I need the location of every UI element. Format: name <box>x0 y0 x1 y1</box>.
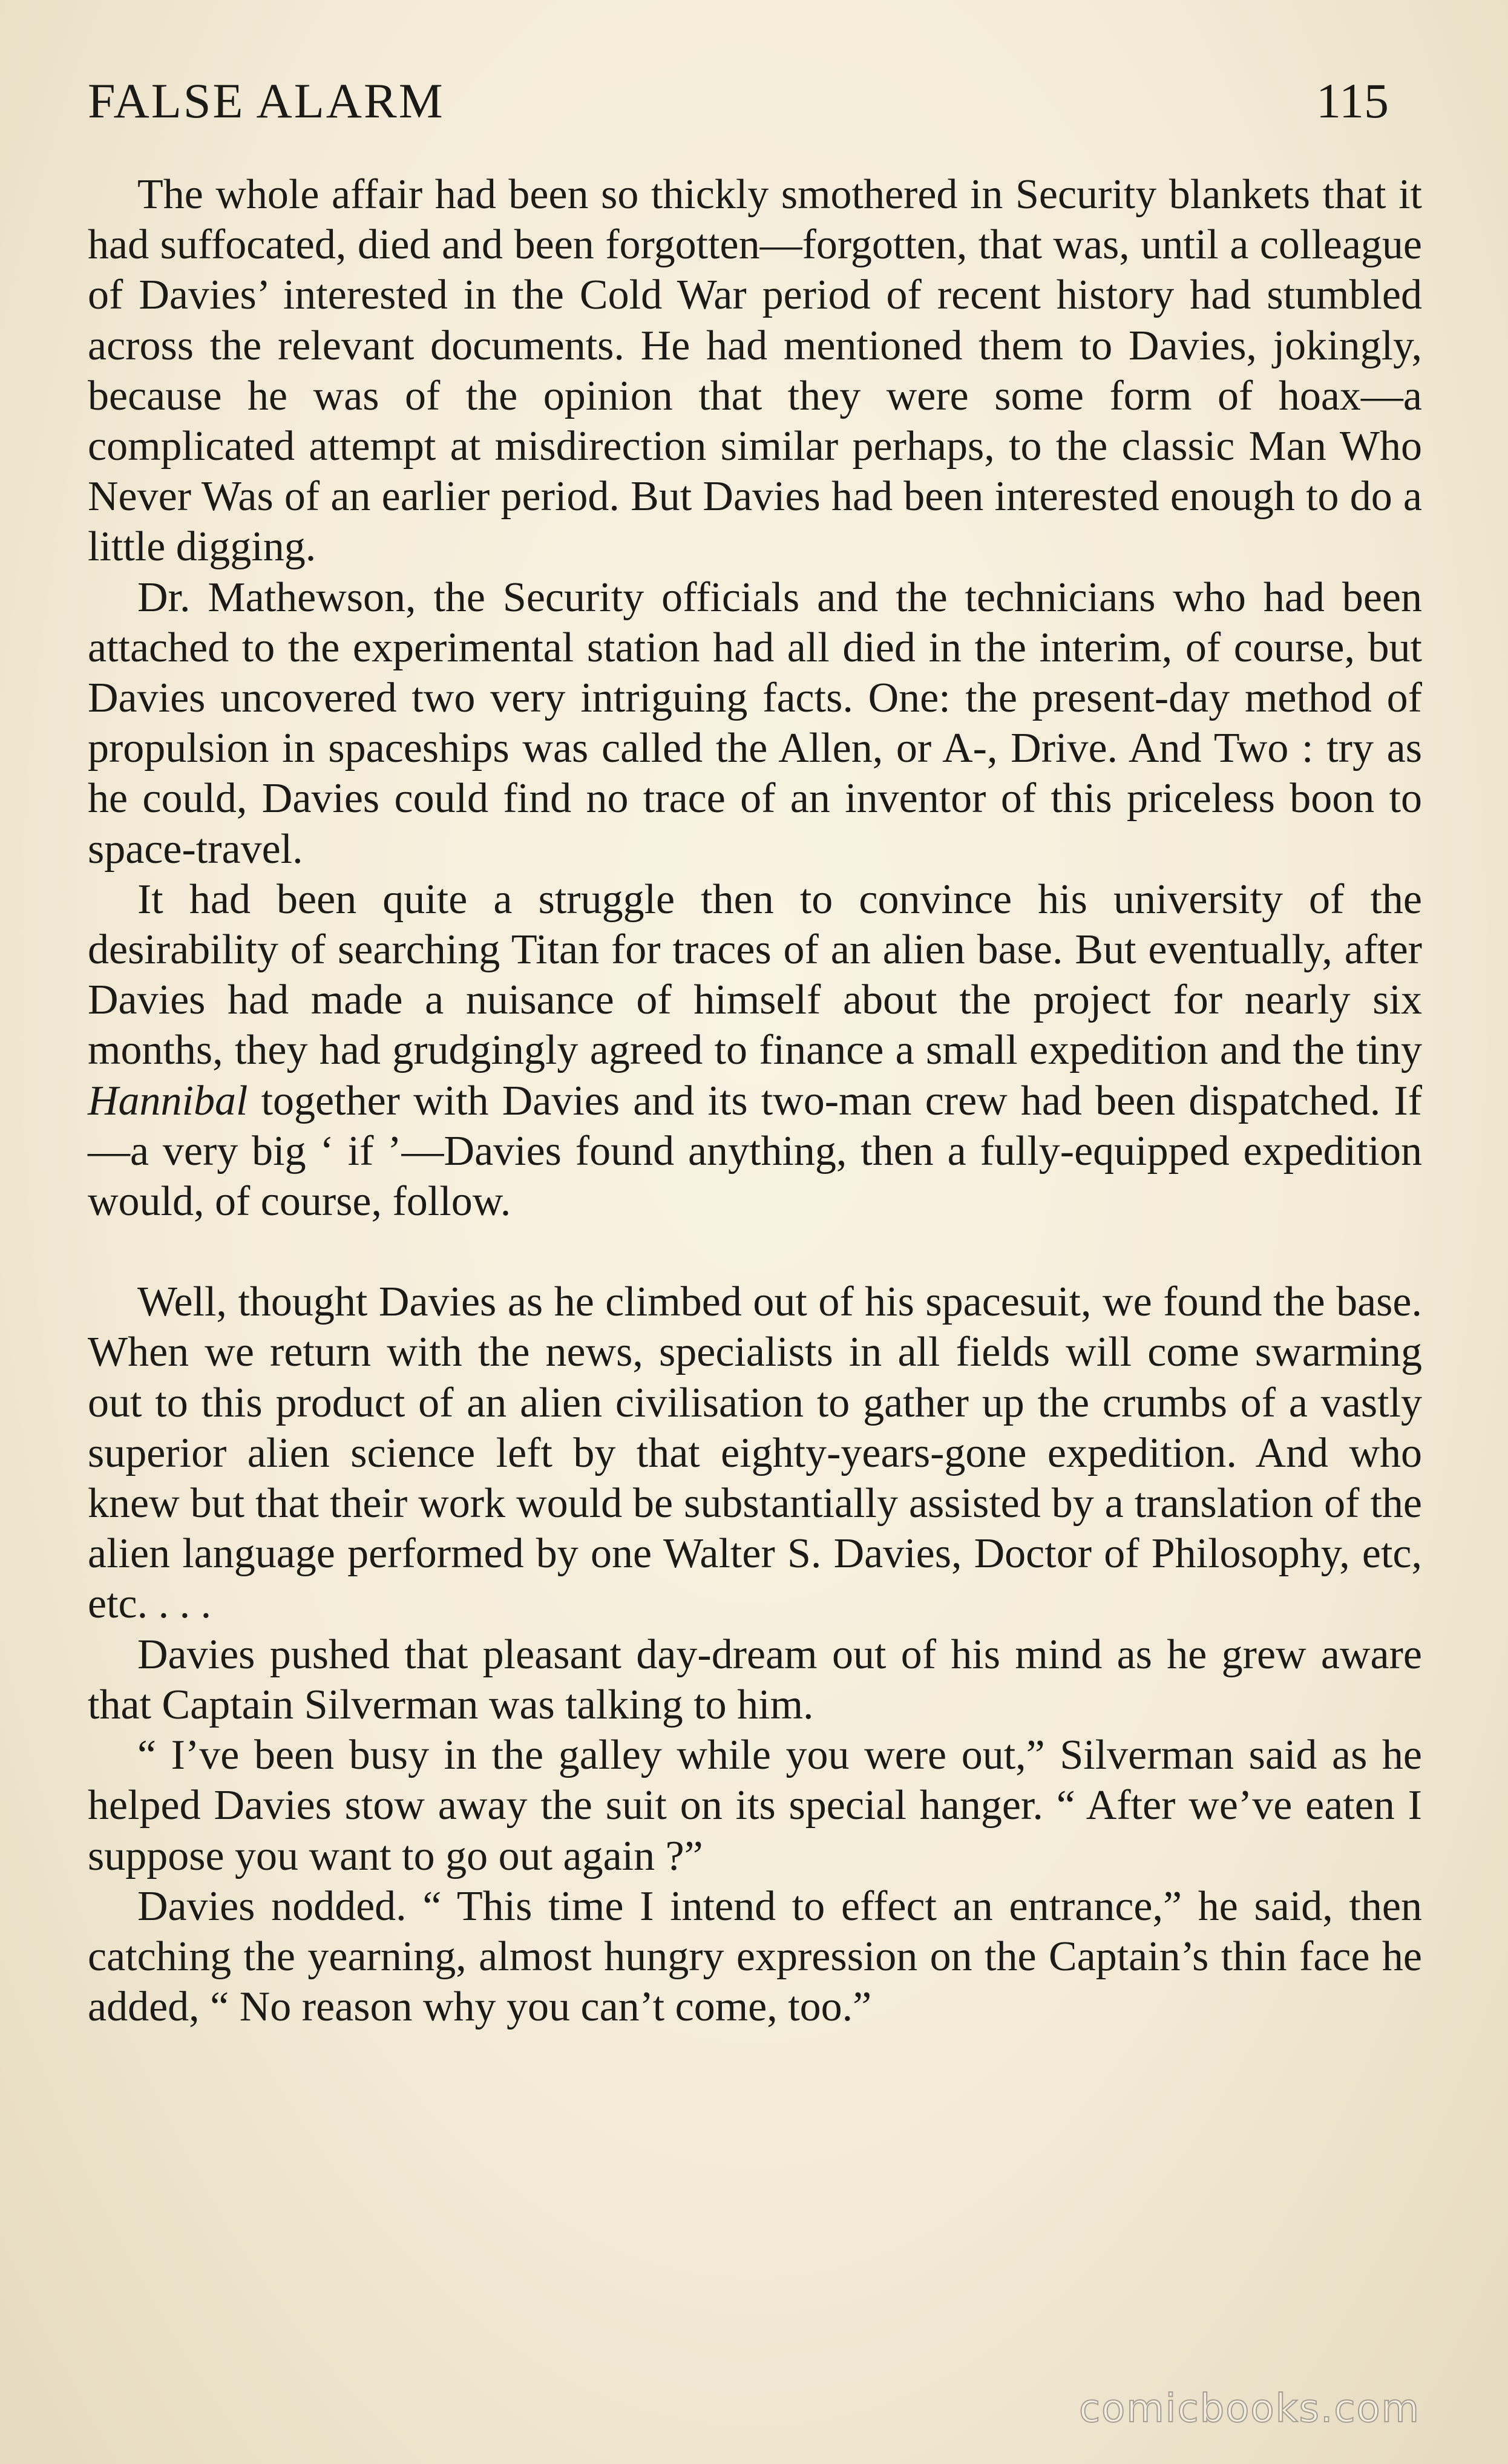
paragraph: Dr. Mathewson, the Security officials and the technicians who had been attached to the experimental station had all died in the interim, of course, but Davies uncovered two very intriguing facts. One: the present-day method of propulsion in spaceships was called the Allen, or A-, Drive. And Two : try as he could, Davies could find no trace of an inventor of this priceless boon to space-travel. <box>88 574 1422 873</box>
paragraph-text: It had been quite a struggle then to convince his university of the desirability of searching Titan for traces of an alien base. But eventually, after Davies had made a nuisance of himself about the project for nearly six months, they had grudgingly agreed to finance a small expedition and the tiny <box>88 876 1422 1074</box>
paragraph: Davies pushed that pleasant day-dream out of his mind as he grew aware that Captain Silverman was talking to him. <box>88 1631 1422 1728</box>
body-text <box>88 169 1422 2032</box>
page-header <box>88 68 1389 134</box>
running-head: FALSE ALARM <box>88 73 445 128</box>
paragraph-text: together with Davies and its two-man crew had been dispatched. If—a very big ‘ if ’—Davies found anything, then a fully-equipped expedition would, of course, follow. <box>88 1077 1422 1225</box>
paragraph: Davies nodded. “ This time I intend to effect an entrance,” he said, then catching the yearning, almost hungry expression on the Captain’s thin face he added, “ No reason why you can’t come, too.” <box>88 1882 1422 2031</box>
page-number: 115 <box>1316 73 1389 128</box>
paragraph <box>88 874 1422 1227</box>
ship-name-italic: Hannibal <box>88 1077 248 1124</box>
watermark: comicbooks.com <box>1078 2387 1420 2431</box>
paragraph: “ I’ve been busy in the galley while you were out,” Silverman said as he helped Davies stow away the suit on its special hanger. “ After we’ve eaten I suppose you want to go out again ?” <box>88 1732 1422 1879</box>
paragraph: The whole affair had been so thickly smothered in Security blankets that it had suffocated, died and been forgotten—forgotten, that was, until a colleague of Davies’ interested in the Cold War period of recent history had stumbled across the relevant documents. He had mentioned them to Davies, jokingly, because he was of the opinion that they were some form of hoax—a complicated attempt at misdirection similar perhaps, to the classic Man Who Never Was of an earlier period. But Davies had been interested enough to do a little digging. <box>88 171 1422 571</box>
paragraph: Well, thought Davies as he climbed out of his spacesuit, we found the base. When we return with the news, specialists in all fields will come swarming out to this product of an alien civilisation to gather up the crumbs of a vastly superior alien science left by that eighty-years-gone expedition. And who knew but that their work would be substantially assisted by a translation of the alien language performed by one Walter S. Davies, Doctor of Philosophy, etc, etc. . . . <box>88 1279 1422 1628</box>
